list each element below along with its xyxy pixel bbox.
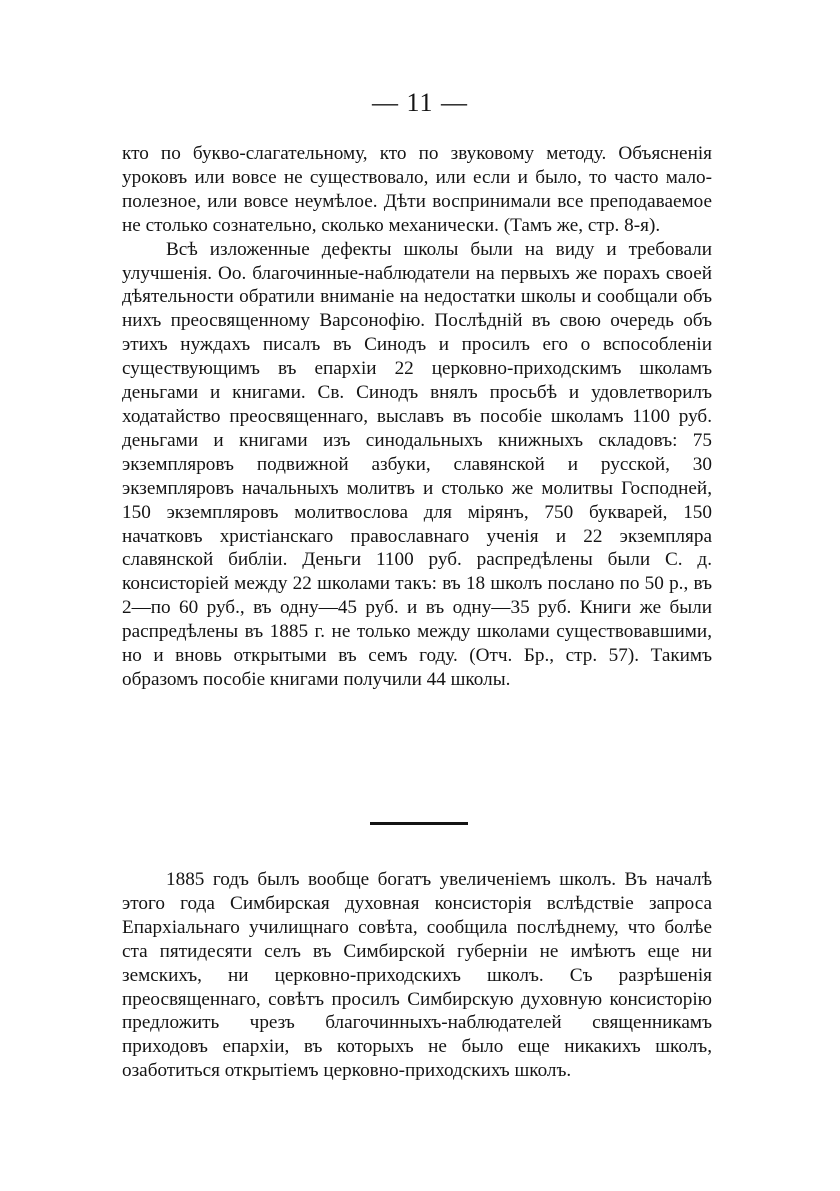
section-divider — [370, 822, 468, 825]
paragraph-school-defects: Всѣ изложенные дефекты школы были на виду и требовали улучшенія. Оо. благочинные-наблюдатели на первыхъ же порахъ своей дѣятельности обратили вниманіе на недостатки школы и сообщали объ нихъ преосвященному Варсонофію. Послѣдній въ свою очередь объ этихъ нуждахъ писалъ въ Синодъ и просилъ его о вспособленіи существующимъ въ епархіи 22 церковно-приходскимъ школамъ деньгами и книгами. Св. Синодъ внялъ просьбѣ и удовлетворилъ ходатайство преосвященнаго, выславъ въ пособіе школамъ 1100 руб. деньгами и книгами изъ синодальныхъ книжныхъ складовъ: 75 экземпляровъ подвижной азбуки, славянской и русской, 30 экземпляровъ начальныхъ молитвъ и столько же молитвы Господней, 150 экземпляровъ молитвослова для мірянъ, 750 букварей, 150 начатковъ христіанскаго православнаго ученія и 22 экземпляра славянской библіи. Деньги 1100 руб. распредѣлены были С. д. консисторіей между 22 школами такъ: въ 18 школъ послано по 50 р., въ 2—по 60 руб., въ одну—45 руб. и въ одну—35 руб. Книги же были распредѣлены въ 1885 г. не только между школами существовавшими, но и вновь открытыми въ семъ году. (Отч. Бр., стр. 57). Такимъ образомъ пособіе книгами получили 44 школы. — [122, 238, 712, 690]
page-number: — 11 — — [371, 88, 469, 117]
paragraph-continuation: кто по букво-слагательному, кто по звуковому методу. Объясненія уроковъ или вовсе не существовало, или если и было, то часто мало-полезное, или вовсе неумѣлое. Дѣти воспринимали все преподаваемое не столько сознательно, сколько механически. (Тамъ же, стр. 8-я). — [122, 143, 712, 236]
paragraph-1885: 1885 годъ былъ вообще богатъ увеличеніемъ школъ. Въ началѣ этого года Симбирская духовная консисторія вслѣдствіе запроса Епархіальнаго училищнаго совѣта, сообщила послѣднему, что болѣе ста пятидесяти селъ въ Симбирской губерніи не имѣютъ еще ни земскихъ, ни церковно-приходскихъ школъ. Съ разрѣшенія преосвященнаго, совѣтъ просилъ Симбирскую духовную консисторію предложить чрезъ благочинныхъ-наблюдателей священникамъ приходовъ епархіи, въ которыхъ не было еще никакихъ школъ, озаботиться открытіемъ церковно-приходскихъ школъ. — [122, 869, 712, 1082]
text-block-top — [122, 142, 712, 692]
text-block-bottom — [122, 868, 712, 1083]
